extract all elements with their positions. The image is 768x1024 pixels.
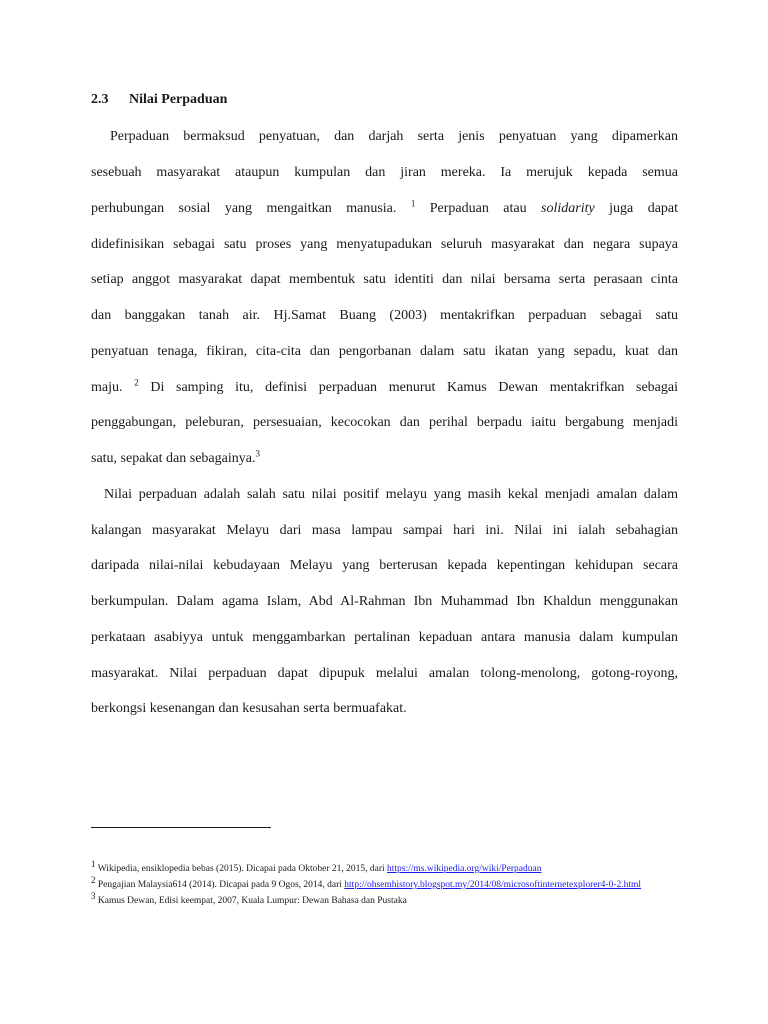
footnote-1-number: 1	[91, 858, 96, 869]
footnote-3	[91, 890, 407, 908]
para1-line-9: penggabungan, peleburan, persesuaian, kecocokan dan perihal berpadu iaitu bergabung menjadi	[91, 415, 678, 430]
footnote-2-link[interactable]: http://ohsemhistory.blogspot.my/2014/08/microsoftinternetexplorer4-0-2.html	[344, 880, 642, 890]
footnote-1	[91, 858, 542, 876]
para2-line-5: perkataan asabiyya untuk menggambarkan pertalinan kepaduan antara manusia dalam kumpulan	[91, 630, 678, 645]
section-title: Nilai Perpaduan	[129, 92, 228, 107]
footnote-ref-3: 3	[255, 448, 260, 459]
para1-line-10	[91, 449, 678, 469]
para2-line-7: berkongsi kesenangan dan kesusahan serta bermuafakat.	[91, 701, 407, 716]
para1-term-solidarity: solidarity	[541, 201, 595, 216]
para2-line-2: kalangan masyarakat Melayu dari masa lampau sampai hari ini. Nilai ini ialah sebahagian	[91, 523, 678, 538]
footnote-3-number: 3	[91, 890, 96, 901]
para1-line-4: didefinisikan sebagai satu proses yang menyatupadukan seluruh masyarakat dan negara supaya	[91, 237, 678, 252]
para1-line-3-c: juga dapat	[609, 201, 679, 216]
para1-line-5: setiap anggot masyarakat dapat membentuk satu identiti dan nilai bersama serta perasaan cinta	[91, 272, 678, 287]
para1-line-6: dan banggakan tanah air. Hj.Samat Buang (2003) mentakrifkan perpaduan sebagai satu	[91, 308, 678, 323]
footnote-2-text: Pengajian Malaysia614 (2014). Dicapai pada 9 Ogos, 2014, dari	[97, 880, 342, 890]
section-number: 2.3	[91, 92, 109, 107]
footnote-3-text: Kamus Dewan, Edisi keempat, 2007, Kuala Lumpur: Dewan Bahasa dan Pustaka	[97, 896, 407, 906]
para2-line-1: Nilai perpaduan adalah salah satu nilai positif melayu yang masih kekal menjadi amalan dalam	[104, 487, 678, 502]
para1-line-8-a: maju.	[91, 380, 123, 395]
para1-line-8-b: Di samping itu, definisi perpaduan menurut Kamus Dewan mentakrifkan sebagai	[150, 380, 678, 395]
footnote-ref-1: 1	[410, 198, 416, 209]
footnote-1-link[interactable]: https://ms.wikipedia.org/wiki/Perpaduan	[387, 864, 542, 874]
footnote-separator	[91, 827, 271, 828]
para2-line-6: masyarakat. Nilai perpaduan dapat dipupuk melalui amalan tolong-menolong, gotong-royong,	[91, 666, 678, 681]
para1-line-3-a: perhubungan sosial yang mengaitkan manusia.	[91, 201, 397, 216]
para1-line-1: Perpaduan bermaksud penyatuan, dan darjah serta jenis penyatuan yang dipamerkan	[110, 129, 678, 144]
para1-line-8	[91, 378, 678, 398]
footnote-1-text: Wikipedia, ensiklopedia bebas (2015). Dicapai pada Oktober 21, 2015, dari	[97, 864, 385, 874]
section-heading	[91, 92, 227, 108]
footnote-2-number: 2	[91, 874, 96, 885]
footnote-ref-2: 2	[134, 377, 139, 388]
para1-line-7: penyatuan tenaga, fikiran, cita-cita dan pengorbanan dalam satu ikatan yang sepadu, kuat dan	[91, 344, 678, 359]
para2-line-4: berkumpulan. Dalam agama Islam, Abd Al-Rahman Ibn Muhammad Ibn Khaldun menggunakan	[91, 594, 678, 609]
para1-line-2: sesebuah masyarakat ataupun kumpulan dan jiran mereka. Ia merujuk kepada semua	[91, 165, 678, 180]
para2-line-3: daripada nilai-nilai kebudayaan Melayu yang berterusan kepada kepentingan kehidupan secara	[91, 558, 678, 573]
footnote-2	[91, 874, 642, 892]
para1-line-3-b: Perpaduan atau	[429, 201, 527, 216]
para1-line-10-a: satu, sepakat dan sebagainya.	[91, 451, 256, 466]
para1-line-3	[91, 199, 678, 219]
